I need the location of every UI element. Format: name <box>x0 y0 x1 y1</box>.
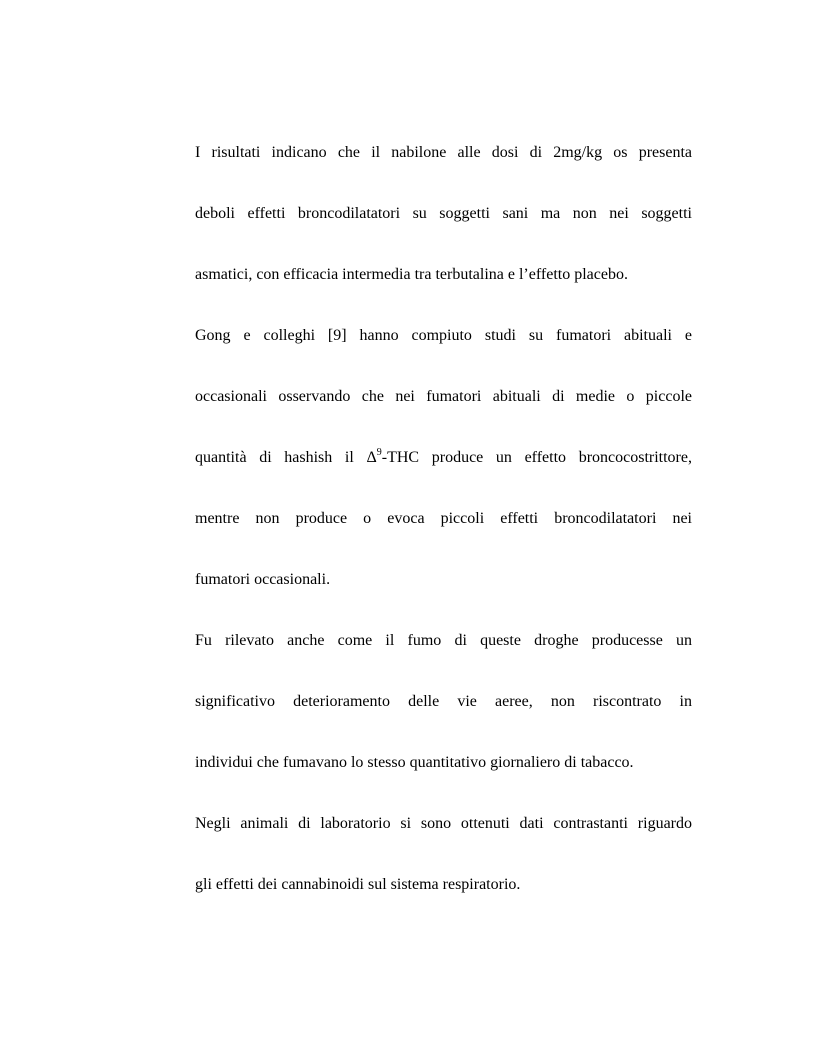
text-line-2: deboli effetti broncodilatatori su soggetti sani ma non nei soggetti <box>195 205 692 222</box>
body-text <box>195 137 692 930</box>
text-line-10: significativo deterioramento delle vie aeree, non riscontrato in <box>195 693 692 710</box>
text-line-11: individui che fumavano lo stesso quantitativo giornaliero di tabacco. <box>195 754 634 771</box>
text-line-6-thc <box>195 442 692 503</box>
text-line-7: mentre non produce o evoca piccoli effetti broncodilatatori nei <box>195 510 692 527</box>
text-line-5: occasionali osservando che nei fumatori abituali di medie o piccole <box>195 388 692 405</box>
text-line-9: Fu rilevato anche come il fumo di queste droghe producesse un <box>195 632 692 649</box>
thc-line-after: -THC produce un effetto broncocostrittore, <box>381 449 692 466</box>
thc-line-before: quantità di hashish il Δ <box>195 449 377 466</box>
text-line-13: gli effetti dei cannabinoidi sul sistema respiratorio. <box>195 876 521 893</box>
thc-superscript: 9 <box>376 446 382 458</box>
text-line-8: fumatori occasionali. <box>195 571 331 588</box>
text-line-1: I risultati indicano che il nabilone alle dosi di 2mg/kg os presenta <box>195 144 692 161</box>
text-line-3: asmatici, con efficacia intermedia tra terbutalina e l’effetto placebo. <box>195 266 628 283</box>
text-line-12: Negli animali di laboratorio si sono ottenuti dati contrastanti riguardo <box>195 815 692 832</box>
text-line-4: Gong e colleghi [9] hanno compiuto studi su fumatori abituali e <box>195 327 692 344</box>
